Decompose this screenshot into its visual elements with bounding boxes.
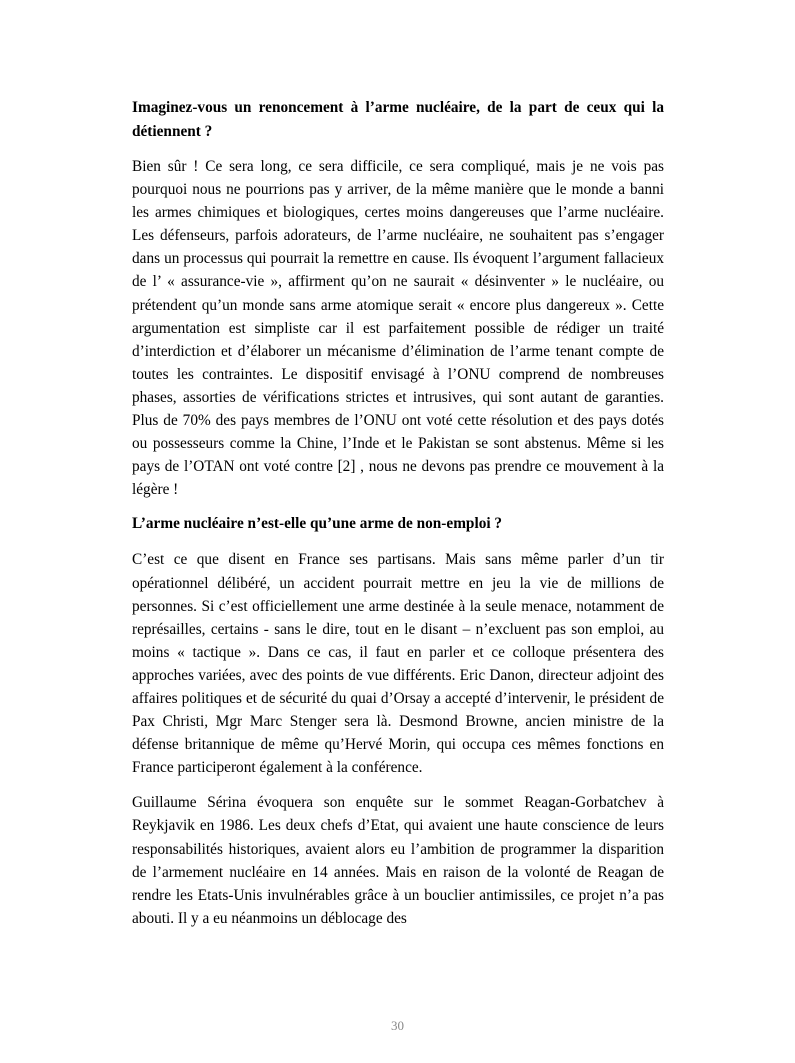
question-heading-1: Imaginez-vous un renoncement à l’arme nucléaire, de la part de ceux qui la détiennent ? [132, 99, 664, 140]
question-heading-2: L’arme nucléaire n’est-elle qu’une arme de non-emploi ? [132, 515, 503, 533]
answer-paragraph-3: Guillaume Sérina évoquera son enquête sur le sommet Reagan-Gorbatchev à Reykjavik en 1986. Les deux chefs d’Etat, qui avaient une haute conscience de leurs responsabilités historiques, avaient alors eu l’ambition de programmer la disparition de l’armement nucléaire en 14 années. Mais en raison de la volonté de Reagan de rendre les Etats-Unis invulnérables grâce à un bouclier antimissiles, ce projet n’a pas abouti. Il y a eu néanmoins un déblocage des [132, 794, 664, 927]
document-page [132, 96, 664, 930]
answer-paragraph-2: C’est ce que disent en France ses partisans. Mais sans même parler d’un tir opérationnel délibéré, un accident pourrait mettre en jeu la vie de millions de personnes. Si c’est officiellement une arme destinée à la seule menace, notamment de représailles, certains - sans le dire, tout en le disant – n’excluent pas son emploi, au moins « tactique ». Dans ce cas, il faut en parler et ce colloque présentera des approches variées, avec des points de vue différents. Eric Danon, directeur adjoint des affaires politiques et de sécurité du quai d’Orsay a accepté d’intervenir, le président de Pax Christi, Mgr Marc Stenger sera là. Desmond Browne, ancien ministre de la défense britannique de même qu’Hervé Morin, qui occupa ces mêmes fonctions en France participeront également à la conférence. [132, 551, 664, 777]
page-number: 30 [391, 1018, 404, 1033]
answer-paragraph-1: Bien sûr ! Ce sera long, ce sera difficile, ce sera compliqué, mais je ne vois pas pourquoi nous ne pourrions pas y arriver, de la même manière que le monde a banni les armes chimiques et biologiques, certes moins dangereuses que l’arme nucléaire. Les défenseurs, parfois adorateurs, de l’arme nucléaire, ne souhaitent pas s’engager dans un processus qui pourrait la remettre en cause. Ils évoquent l’argument fallacieux de l’ « assurance-vie », affirment qu’on ne saurait « désinventer » le nucléaire, ou prétendent qu’un monde sans arme atomique serait « encore plus dangereux ». Cette argumentation est simpliste car il est parfaitement possible de rédiger un traité d’interdiction et d’élaborer un mécanisme d’élimination de l’arme tenant compte de toutes les contraintes. Le dispositif envisagé à l’ONU comprend de nombreuses phases, assorties de vérifications strictes et intrusives, qui sont autant de garanties. Plus de 70% des pays membres de l’ONU ont voté cette résolution et des pays dotés ou possesseurs comme la Chine, l’Inde et le Pakistan se sont abstenus. Même si les pays de l’OTAN ont voté contre [2] , nous ne devons pas prendre ce mouvement à la légère ! [132, 158, 664, 499]
